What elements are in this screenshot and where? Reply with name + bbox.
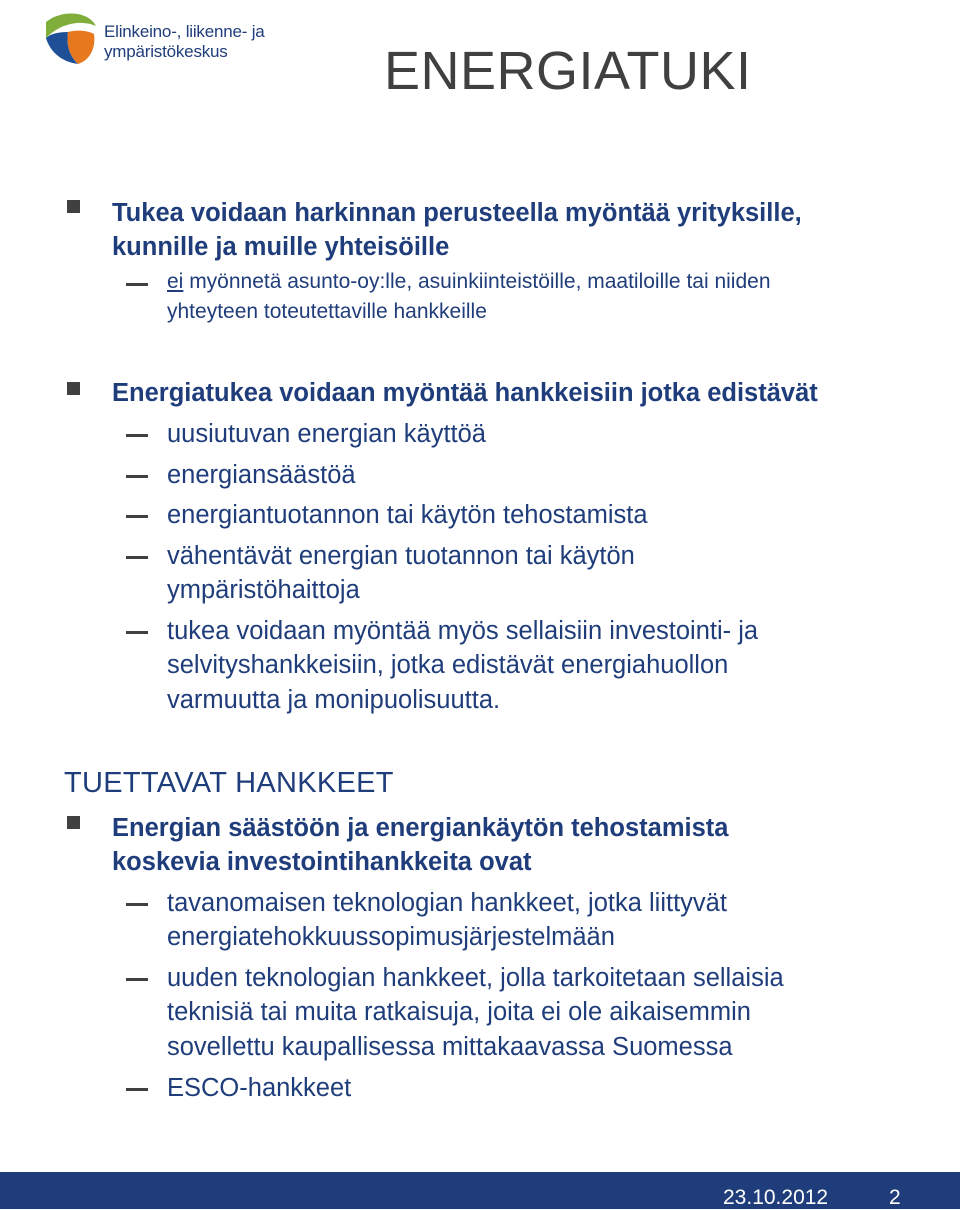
sub-bullet-text: tukea voidaan myöntää myös sellaisiin investointi- ja (167, 617, 759, 645)
square-bullet-icon (67, 816, 80, 829)
dash-bullet-icon (126, 631, 148, 634)
sub-bullet-text: ympäristöhaittoja (167, 576, 360, 604)
sub-bullet-text: ESCO-hankkeet (167, 1074, 352, 1102)
sub-bullet-text: selvityshankkeisiin, jotka edistävät energiahuollon (167, 651, 729, 679)
sub-bullet-text: sovellettu kaupallisessa mittakaavassa Suomessa (167, 1033, 733, 1061)
bullet-text: koskevia investointihankkeita ovat (112, 848, 532, 876)
section-heading: TUETTAVAT HANKKEET (64, 767, 394, 799)
sub-bullet-text (167, 267, 771, 297)
footer-bar (0, 1172, 960, 1209)
sub-bullet-text: energiansäästöä (167, 461, 356, 489)
page-number: 2 (889, 1186, 901, 1209)
sub-bullet-text: yhteyteen toteutettaville hankkeille (167, 300, 487, 323)
logo-text-line2: ympäristökeskus (104, 42, 228, 61)
dash-bullet-icon (126, 978, 148, 981)
ely-logo (40, 8, 280, 68)
bullet-text: Energiatukea voidaan myöntää hankkeisiin jotka edistävät (112, 379, 818, 407)
sub-bullet-text: vähentävät energian tuotannon tai käytön (167, 542, 635, 570)
sub-bullet-text: tavanomaisen teknologian hankkeet, jotka liittyvät (167, 889, 727, 917)
sub-bullet-text: varmuutta ja monipuolisuutta. (167, 686, 501, 714)
dash-bullet-icon (126, 283, 148, 286)
sub-bullet-text-rest: myönnetä asunto-oy:lle, asuinkiinteistöille, maatiloille tai niiden (183, 270, 771, 293)
bullet-text: Tukea voidaan harkinnan perusteella myöntää yrityksille, (112, 199, 802, 227)
logo-text-line1: Elinkeino-, liikenne- ja (104, 22, 265, 41)
page-title: ENERGIATUKI (384, 41, 752, 101)
underlined-word: ei (167, 270, 184, 293)
sub-bullet-text: teknisiä tai muita ratkaisuja, joita ei ole aikaisemmin (167, 998, 751, 1026)
dash-bullet-icon (126, 434, 148, 437)
footer-date: 23.10.2012 (723, 1186, 829, 1209)
dash-bullet-icon (126, 903, 148, 906)
dash-bullet-icon (126, 515, 148, 518)
bullet-text: kunnille ja muille yhteisöille (112, 233, 450, 261)
dash-bullet-icon (126, 475, 148, 478)
sub-bullet-text: energiatehokkuussopimusjärjestelmään (167, 923, 615, 951)
sub-bullet-text: energiantuotannon tai käytön tehostamista (167, 501, 648, 529)
bullet-text: Energian säästöön ja energiankäytön tehostamista (112, 814, 729, 842)
square-bullet-icon (67, 382, 80, 395)
dash-bullet-icon (126, 1088, 148, 1091)
sub-bullet-text: uuden teknologian hankkeet, jolla tarkoitetaan sellaisia (167, 964, 784, 992)
ely-leaf-icon (40, 8, 98, 68)
dash-bullet-icon (126, 556, 148, 559)
square-bullet-icon (67, 200, 80, 213)
sub-bullet-text: uusiutuvan energian käyttöä (167, 420, 486, 448)
